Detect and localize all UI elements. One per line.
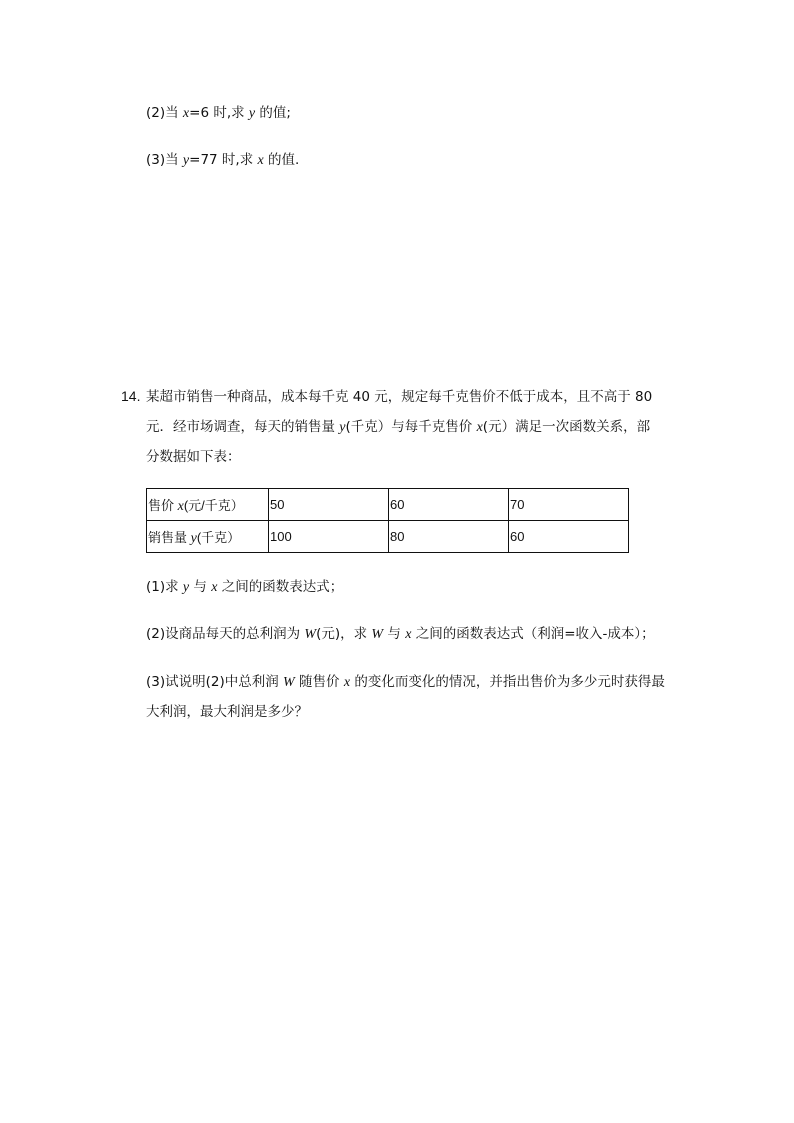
table-cell: 80 [389, 521, 509, 553]
variable-y: y [248, 106, 256, 121]
variable-w: W [283, 675, 295, 690]
table-row-price [147, 489, 629, 521]
question-part-3-line-1: (3)试说明(2)中总利润 W 随售价 x 的变化而变化的情况，并指出售价为多少元时获得最 [146, 674, 665, 690]
variable-x: x [177, 498, 184, 514]
variable-y: y [182, 580, 190, 595]
variable-x: x [211, 580, 218, 595]
variable-x: x [343, 675, 351, 690]
table-cell: 60 [509, 521, 629, 553]
table-cell: 60 [389, 489, 509, 521]
question-part-1: (1)求 y 与 x 之间的函数表达式； [146, 579, 344, 595]
question-stem-line-1: 某超市销售一种商品，成本每千克 40 元，规定每千克售价不低于成本，且不高于 80 [146, 389, 653, 405]
data-table [146, 488, 629, 553]
variable-w: W [371, 627, 384, 642]
variable-x: x [476, 420, 483, 435]
variable-w: W [304, 627, 317, 642]
table-row-label: 销售量 y(千克） [147, 521, 269, 553]
question-stem-line-3: 分数据如下表： [146, 449, 241, 465]
variable-y: y [190, 530, 197, 546]
table-row-quantity [147, 521, 629, 553]
table-cell: 70 [509, 489, 629, 521]
table-cell: 50 [269, 489, 389, 521]
table-row-label: 售价 x(元/千克） [147, 489, 269, 521]
variable-x: x [257, 153, 264, 168]
prev-question-part-3: (3)当 y=77 时,求 x 的值. [146, 152, 300, 168]
variable-x: x [182, 106, 190, 121]
question-part-2: (2)设商品每天的总利润为 W(元)，求 W 与 x 之间的函数表达式（利润=收入-成本）； [146, 626, 655, 642]
variable-x: x [405, 627, 412, 642]
question-number: 14. [121, 388, 141, 404]
question-stem-line-2: 元．经市场调查，每天的销售量 y(千克）与每千克售价 x(元）满足一次函数关系，部 [146, 419, 651, 435]
question-part-3-line-2: 大利润，最大利润是多少？ [146, 704, 308, 720]
table-cell: 100 [269, 521, 389, 553]
prev-question-part-2: (2)当 x=6 时,求 y 的值; [146, 105, 291, 121]
variable-y: y [182, 153, 190, 168]
variable-y: y [339, 420, 346, 435]
